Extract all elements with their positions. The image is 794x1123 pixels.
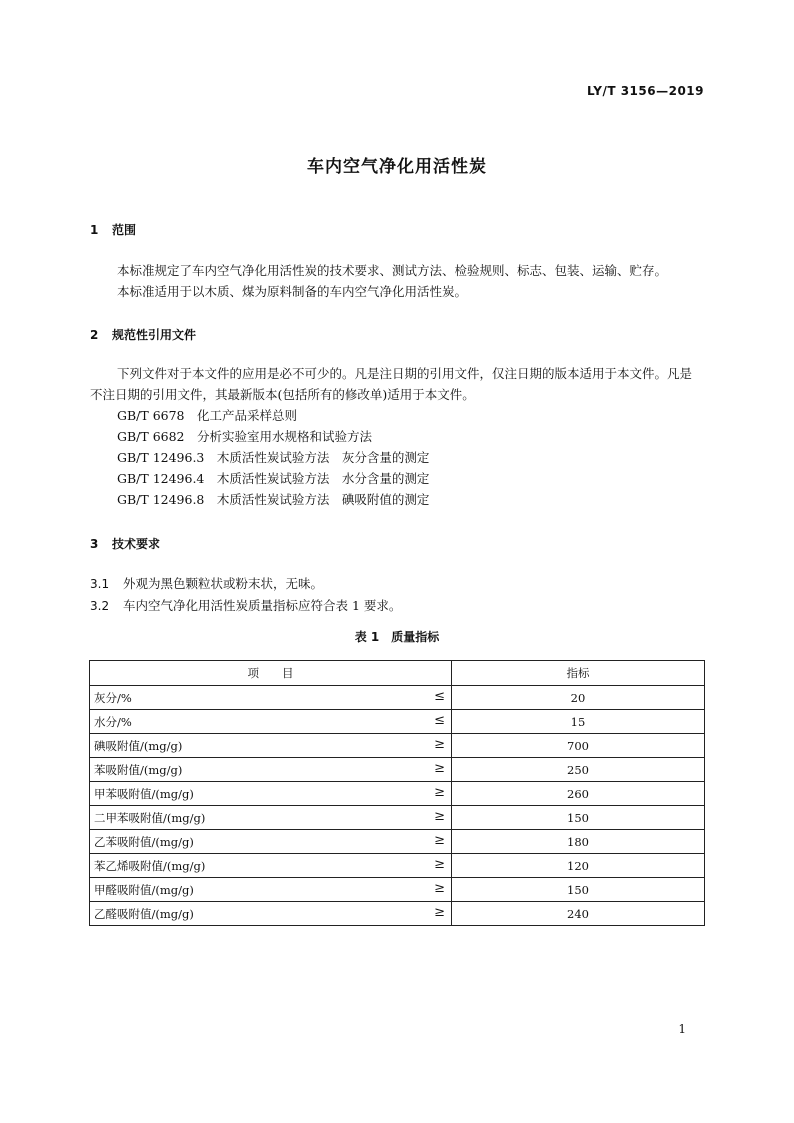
section-3-title: 技术要求 — [112, 537, 161, 551]
section-3-number: 3 — [90, 537, 99, 551]
clause-text: 外观为黑色颗粒状或粉末状，无味。 — [123, 576, 324, 591]
reference-item: GB/T 12496.3 木质活性炭试验方法 灰分含量的测定 — [117, 450, 430, 465]
item-cell — [90, 734, 452, 758]
item-name: 乙苯吸附值/(mg/g) — [94, 834, 194, 849]
table-row — [90, 710, 705, 734]
item-cell — [90, 878, 452, 902]
item-cell — [90, 854, 452, 878]
clause-text: 车内空气净化用活性炭质量指标应符合表 1 要求。 — [123, 598, 402, 613]
comparison-symbol: ≥ — [434, 833, 445, 848]
reference-item: GB/T 12496.8 木质活性炭试验方法 碘吸附值的测定 — [117, 492, 430, 507]
table-header-row — [90, 661, 705, 686]
item-name: 水分/% — [94, 714, 132, 729]
clause-3-1 — [90, 573, 323, 595]
item-cell — [90, 686, 452, 710]
item-name: 碘吸附值/(mg/g) — [94, 738, 183, 753]
comparison-symbol: ≥ — [434, 761, 445, 776]
section-1-title: 范围 — [112, 223, 137, 237]
clause-number: 3.2 — [90, 599, 110, 613]
value-cell: 15 — [452, 710, 705, 734]
table-row — [90, 734, 705, 758]
value-cell: 150 — [452, 878, 705, 902]
item-name: 甲苯吸附值/(mg/g) — [94, 786, 194, 801]
header-item: 项 目 — [90, 661, 452, 686]
value-cell: 240 — [452, 902, 705, 926]
value-cell: 150 — [452, 806, 705, 830]
quality-index-table — [89, 660, 705, 926]
section-2-heading — [90, 326, 196, 343]
table-row — [90, 782, 705, 806]
comparison-symbol: ≥ — [434, 857, 445, 872]
clause-3-2 — [90, 595, 401, 617]
table-row — [90, 686, 705, 710]
item-cell — [90, 902, 452, 926]
page-number: 1 — [678, 1022, 686, 1036]
section-2-number: 2 — [90, 328, 99, 342]
comparison-symbol: ≥ — [434, 785, 445, 800]
section-1-number: 1 — [90, 223, 99, 237]
value-cell: 20 — [452, 686, 705, 710]
section-1-paragraph-2: 本标准适用于以木质、煤为原料制备的车内空气净化用活性炭。 — [117, 284, 468, 299]
value-cell: 700 — [452, 734, 705, 758]
section-2-title: 规范性引用文件 — [112, 328, 197, 342]
value-cell: 260 — [452, 782, 705, 806]
comparison-symbol: ≤ — [434, 689, 445, 704]
value-cell: 120 — [452, 854, 705, 878]
section-1-heading — [90, 221, 136, 238]
item-name: 苯乙烯吸附值/(mg/g) — [94, 858, 206, 873]
item-name: 甲醛吸附值/(mg/g) — [94, 882, 194, 897]
section-2-intro: 下列文件对于本文件的应用是必不可少的。凡是注日期的引用文件，仅注日期的版本适用于本文件。凡是不注日期的引用文件，其最新版本(包括所有的修改单)适用于本文件。 — [90, 366, 693, 402]
clause-number: 3.1 — [90, 577, 110, 591]
reference-item: GB/T 6678 化工产品采样总则 — [117, 408, 298, 423]
table-row — [90, 806, 705, 830]
comparison-symbol: ≥ — [434, 737, 445, 752]
table-caption: 表 1 质量指标 — [354, 630, 440, 644]
value-cell: 250 — [452, 758, 705, 782]
section-1-paragraph-1: 本标准规定了车内空气净化用活性炭的技术要求、测试方法、检验规则、标志、包装、运输、贮存。 — [117, 263, 668, 278]
comparison-symbol: ≥ — [434, 809, 445, 824]
document-title: 车内空气净化用活性炭 — [307, 157, 487, 177]
item-cell — [90, 758, 452, 782]
table-row — [90, 830, 705, 854]
item-cell — [90, 806, 452, 830]
item-cell — [90, 830, 452, 854]
standard-code: LY/T 3156—2019 — [586, 84, 704, 98]
comparison-symbol: ≤ — [434, 713, 445, 728]
item-cell — [90, 782, 452, 806]
section-3-heading — [90, 535, 160, 552]
item-name: 二甲苯吸附值/(mg/g) — [94, 810, 206, 825]
table-row — [90, 854, 705, 878]
item-name: 苯吸附值/(mg/g) — [94, 762, 183, 777]
comparison-symbol: ≥ — [434, 881, 445, 896]
item-cell — [90, 710, 452, 734]
table-row — [90, 902, 705, 926]
table-row — [90, 878, 705, 902]
reference-item: GB/T 12496.4 木质活性炭试验方法 水分含量的测定 — [117, 471, 430, 486]
value-cell: 180 — [452, 830, 705, 854]
item-name: 乙醛吸附值/(mg/g) — [94, 906, 194, 921]
table-row — [90, 758, 705, 782]
header-index: 指标 — [452, 661, 705, 686]
comparison-symbol: ≥ — [434, 905, 445, 920]
reference-item: GB/T 6682 分析实验室用水规格和试验方法 — [117, 429, 373, 444]
item-name: 灰分/% — [94, 690, 132, 705]
